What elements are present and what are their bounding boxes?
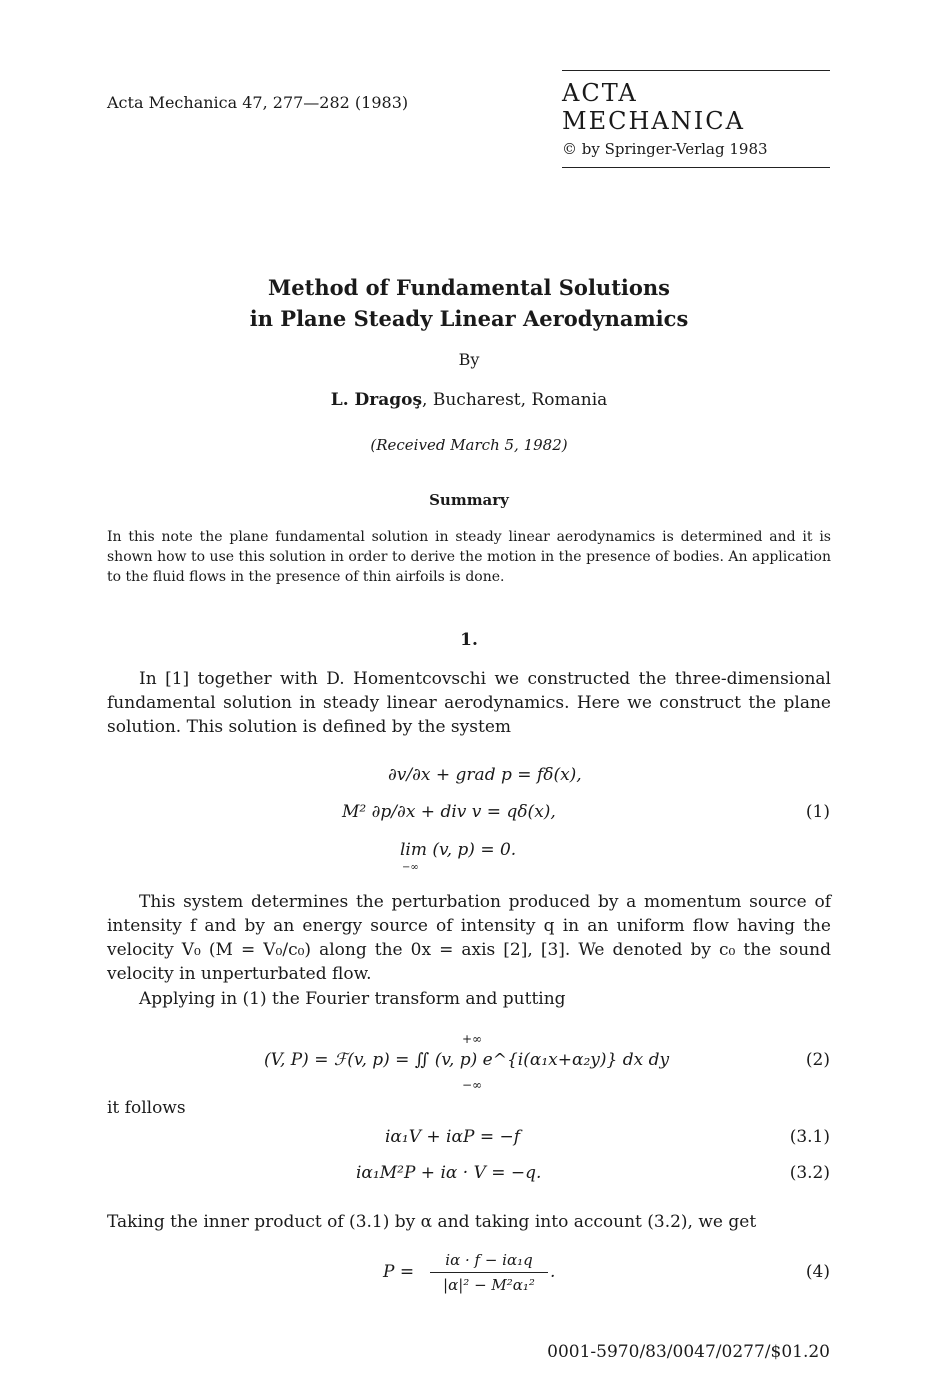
paragraph-fourier: Applying in (1) the Fourier transform and putting (139, 989, 566, 1009)
summary-heading: Summary (429, 491, 509, 509)
received-date: (Received March 5, 1982) (370, 436, 568, 454)
copyright-line: © by Springer-Verlag 1983 (562, 140, 768, 158)
equation-3-1-number: (3.1) (789, 1127, 830, 1147)
paragraph-inner-product: Taking the inner product of (3.1) by α and taking into account (3.2), we get (107, 1212, 757, 1232)
author-line (0, 390, 938, 410)
by-label: By (458, 350, 480, 369)
equation-1-number: (1) (805, 802, 830, 822)
equation-4-denominator: |α|² − M²α₁² (443, 1276, 535, 1294)
article-code: 0001-5970/83/0047/0277/$01.20 (547, 1342, 830, 1362)
equation-4-lhs: P = (383, 1262, 415, 1282)
equation-1-line-2: M² ∂p/∂x + div v = qδ(x), (342, 802, 556, 822)
equation-2-upper-limit: +∞ (462, 1032, 483, 1046)
paper-title (0, 272, 938, 334)
author-name: L. Dragoş (330, 390, 423, 410)
equation-3-1: iα₁V + iαP = −f (385, 1127, 521, 1147)
journal-reference: Acta Mechanica 47, 277—282 (1983) (107, 93, 409, 112)
journal-name: ACTA MECHANICA (562, 79, 745, 135)
equation-3-2: iα₁M²P + iα · V = −q. (356, 1163, 542, 1183)
journal-masthead (562, 70, 830, 168)
equation-4-fraction (430, 1250, 548, 1295)
section-number: 1. (460, 630, 478, 650)
masthead-top-rule (562, 70, 830, 71)
author-affiliation: , Bucharest, Romania (422, 390, 608, 410)
title-line-1: Method of Fundamental Solutions (268, 275, 670, 300)
equation-2: (V, P) = ℱ(v, p) = ∬ (v, p) e^{i(α₁x+α₂y)} dx dy (264, 1050, 670, 1070)
equation-4-number: (4) (805, 1262, 830, 1282)
equation-2-lower-limit: −∞ (462, 1078, 483, 1092)
paragraph-it-follows: it follows (107, 1098, 186, 1118)
equation-3-2-number: (3.2) (789, 1163, 830, 1183)
equation-4-fraction-bar (430, 1272, 548, 1273)
summary-text: In this note the plane fundamental solution in steady linear aerodynamics is determined and it is shown how to use this solution in order to derive the motion in the presence of bodies. An application to the fluid flows in the presence of thin airfoils is done. (107, 529, 831, 585)
equation-1-lim-subscript: −∞ (402, 862, 419, 873)
paragraph-intro: In [1] together with D. Homentcovschi we constructed the three-dimensional fundamental solution in steady linear aerodynamics. Here we construct the plane solution. This solution is defined by the system (107, 669, 831, 737)
equation-4-period: . (550, 1262, 556, 1282)
equation-1-line-1: ∂v/∂x + grad p = fδ(x), (388, 765, 582, 785)
title-line-2: in Plane Steady Linear Aerodynamics (249, 306, 689, 331)
equation-2-number: (2) (805, 1050, 830, 1070)
equation-4-numerator: iα · f − iα₁q (445, 1251, 533, 1269)
masthead-bottom-rule (562, 167, 830, 168)
equation-1-line-3: lim (v, p) = 0. (400, 840, 517, 860)
paragraph-system-description: This system determines the perturbation produced by a momentum source of intensity f and by an energy source of intensity q in an uniform flow having the velocity V₀ (M = V₀/c₀) along the 0x = axis [2], [3]. We denoted by c₀ the sound velocity in unperturbated flow. (107, 892, 831, 984)
